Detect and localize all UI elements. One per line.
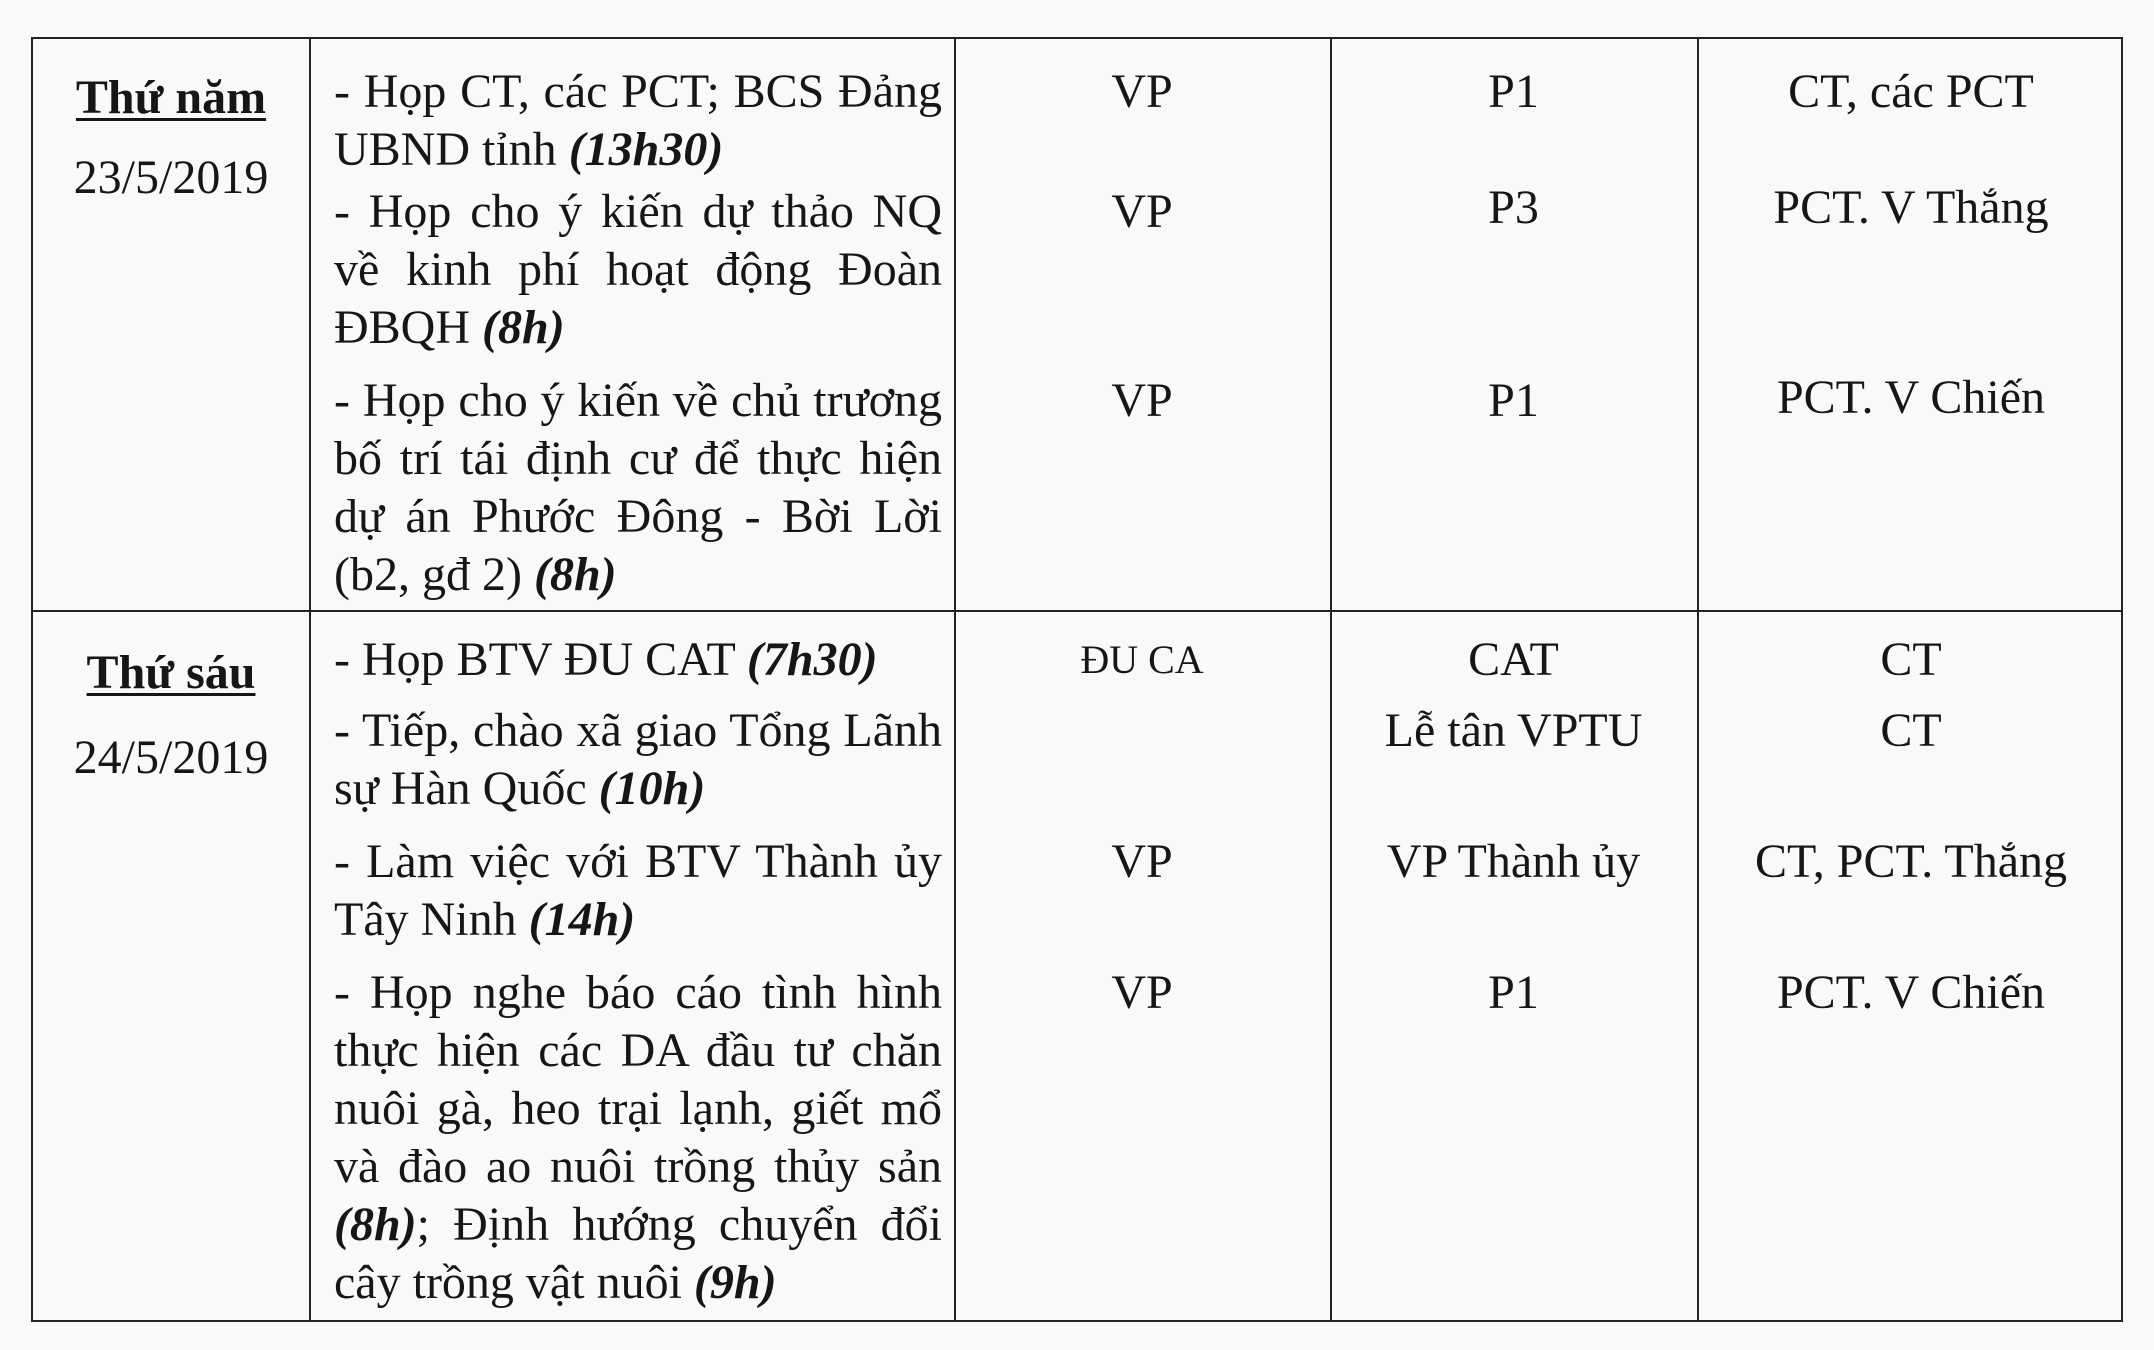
chair: PCT. V Chiến <box>1776 966 2046 1019</box>
day-name: Thứ năm <box>75 71 267 124</box>
day-date: 24/5/2019 <box>73 731 269 784</box>
chair: CT <box>1880 633 1942 686</box>
prep-unit: VP <box>1111 185 1173 238</box>
task-item <box>334 183 942 357</box>
task-time: (14h) <box>528 893 636 946</box>
chair: CT <box>1880 704 1942 757</box>
task-text: - Họp CT, các PCT; BCS Đảng UBND tỉnh <box>334 65 942 176</box>
task-text: - Họp cho ý kiến dự thảo NQ về kinh phí hoạt động Đoàn ĐBQH <box>334 185 942 354</box>
task-text: - Họp BTV ĐU CAT <box>334 633 747 686</box>
venue: Lễ tân VPTU <box>1384 704 1643 757</box>
prep-unit: VP <box>1111 374 1173 427</box>
task-text: - Làm việc với BTV Thành ủy Tây Ninh <box>334 835 942 946</box>
task-text: - Họp cho ý kiến về chủ trương bố trí tái định cư để thực hiện dự án Phước Đông - Bời Lời (b2, gđ 2) <box>334 374 942 601</box>
task-time: (13h30) <box>568 123 724 176</box>
venue: P3 <box>1488 181 1539 234</box>
task-item <box>334 702 942 818</box>
task-time: (8h) <box>533 548 617 601</box>
task-time: (10h) <box>598 762 706 815</box>
chair: CT, PCT. Thắng <box>1755 835 2067 888</box>
day-name: Thứ sáu <box>86 646 256 699</box>
prep-unit: VP <box>1111 65 1173 118</box>
chair: PCT. V Thắng <box>1773 181 2049 234</box>
prep-unit: VP <box>1111 835 1173 888</box>
task-item <box>334 631 942 689</box>
column-divider <box>309 39 311 1320</box>
task-time: (8h) <box>334 1198 417 1251</box>
task-text: - Họp nghe báo cáo tình hình thực hiện các DA đầu tư chăn nuôi gà, heo trại lạnh, giết mổ và đào ao nuôi trồng thủy sản <box>334 966 942 1193</box>
task-text-continued: ; Định hướng chuyển đổi cây trồng vật nuôi <box>334 1198 942 1309</box>
task-item <box>334 833 942 949</box>
schedule-table <box>31 37 2123 1322</box>
venue: P1 <box>1488 966 1539 1019</box>
prep-unit: VP <box>1111 966 1173 1019</box>
row-divider <box>33 610 2121 612</box>
task-time-2: (9h) <box>693 1256 777 1309</box>
venue: VP Thành ủy <box>1386 835 1641 888</box>
prep-unit: ĐU CA <box>1080 637 1204 682</box>
task-item <box>334 63 942 179</box>
task-time: (7h30) <box>746 633 878 686</box>
task-item <box>334 372 942 604</box>
venue: P1 <box>1488 374 1539 427</box>
venue: P1 <box>1488 65 1539 118</box>
task-text: - Tiếp, chào xã giao Tổng Lãnh sự Hàn Quốc <box>334 704 942 815</box>
chair: PCT. V Chiến <box>1776 371 2046 424</box>
task-time: (8h) <box>482 301 565 354</box>
day-date: 23/5/2019 <box>73 151 269 204</box>
task-item <box>334 964 942 1312</box>
venue: CAT <box>1468 633 1559 686</box>
chair: CT, các PCT <box>1788 65 2034 118</box>
